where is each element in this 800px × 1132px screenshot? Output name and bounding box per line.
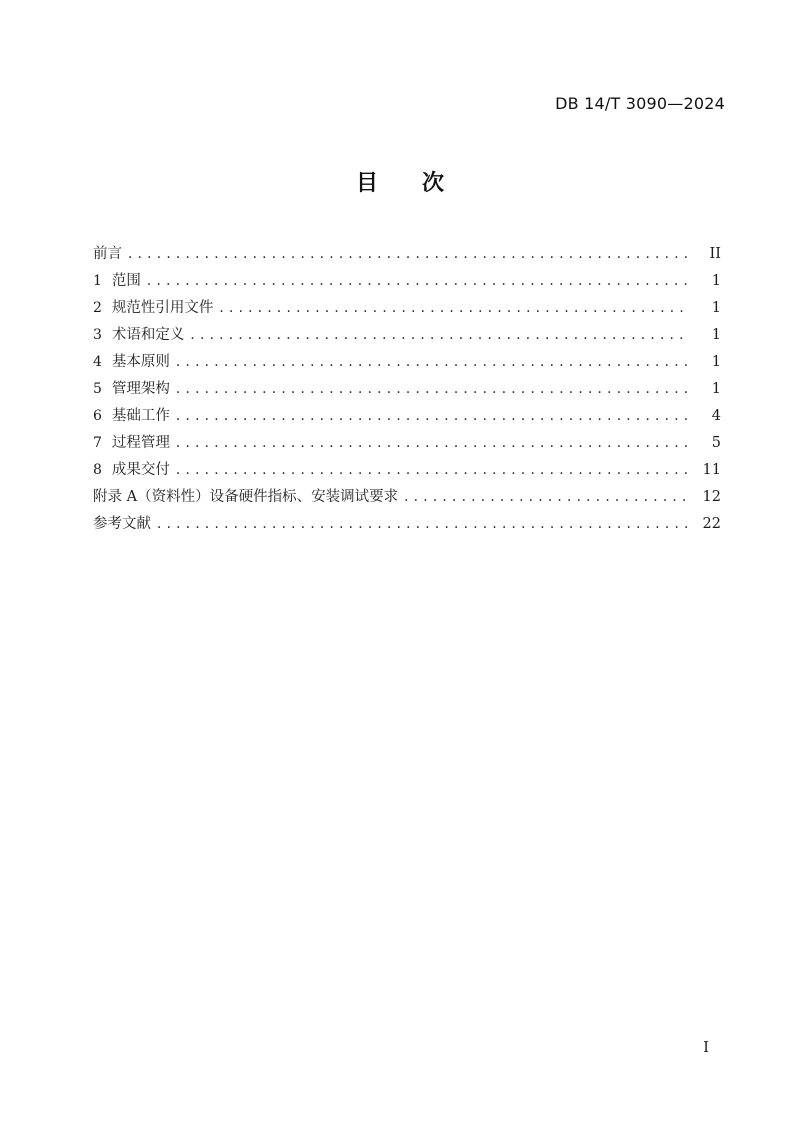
toc-entry-label: 规范性引用文件 [111, 300, 214, 316]
toc-entry-number: 6 [93, 408, 102, 424]
dot-leader [176, 430, 690, 457]
toc-entry-label: 成果交付 [111, 462, 170, 478]
toc-entry-page: 5 [711, 435, 721, 451]
dot-leader [404, 484, 690, 511]
page-title: 目 次 [355, 171, 444, 196]
toc-entry-number: 4 [93, 354, 102, 370]
toc-entry-label: 参考文献 [93, 516, 151, 532]
toc-entry-label: 管理架构 [111, 381, 170, 397]
toc-entry-label: 基本原则 [111, 354, 170, 370]
dot-leader [219, 295, 690, 322]
toc-entry-label: 过程管理 [111, 435, 170, 451]
dot-leader [157, 511, 690, 538]
toc-entry-number: 3 [93, 327, 102, 343]
toc-entry-page: 4 [711, 408, 721, 424]
toc-entry-page: 1 [711, 381, 721, 397]
toc-entry-normative-references [93, 295, 721, 322]
toc-entry-number: 8 [93, 462, 102, 478]
toc-entry-label: 术语和定义 [111, 327, 185, 343]
toc-entry-terms-definitions [93, 322, 721, 349]
toc-entry-label: 前言 [93, 246, 122, 262]
dot-leader [176, 376, 690, 403]
toc-entry-page: 11 [702, 462, 721, 478]
toc-entry-page: 22 [702, 516, 721, 532]
toc-entry-foreword [93, 241, 721, 268]
toc-entry-basic-work [93, 403, 721, 430]
toc-entry-number: 2 [93, 300, 102, 316]
dot-leader [190, 322, 690, 349]
standard-code-header: DB 14/T 3090—2024 [555, 94, 725, 113]
toc-entry-page: 1 [711, 273, 721, 289]
toc-entry-page: 1 [711, 300, 721, 316]
table-of-contents [93, 241, 721, 538]
toc-entry-bibliography [93, 511, 721, 538]
toc-entry-deliverables [93, 457, 721, 484]
toc-entry-number: 5 [93, 381, 102, 397]
dot-leader [176, 349, 690, 376]
footer-page-number: I [703, 1038, 709, 1056]
toc-entry-management-structure [93, 376, 721, 403]
dot-leader [128, 241, 690, 268]
toc-entry-process-management [93, 430, 721, 457]
toc-entry-scope [93, 268, 721, 295]
toc-entry-number: 1 [93, 273, 102, 289]
dot-leader [176, 403, 690, 430]
toc-entry-basic-principles [93, 349, 721, 376]
toc-entry-page: 1 [711, 327, 721, 343]
toc-entry-label: 基础工作 [111, 408, 170, 424]
toc-entry-page: 12 [702, 489, 721, 505]
toc-entry-label: 附录 A（资料性）设备硬件指标、安装调试要求 [93, 489, 399, 505]
toc-entry-page: II [709, 246, 721, 262]
toc-entry-appendix-a [93, 484, 721, 511]
toc-entry-number: 7 [93, 435, 102, 451]
dot-leader [176, 457, 690, 484]
toc-entry-page: 1 [711, 354, 721, 370]
dot-leader [147, 268, 690, 295]
toc-entry-label: 范围 [111, 273, 141, 289]
